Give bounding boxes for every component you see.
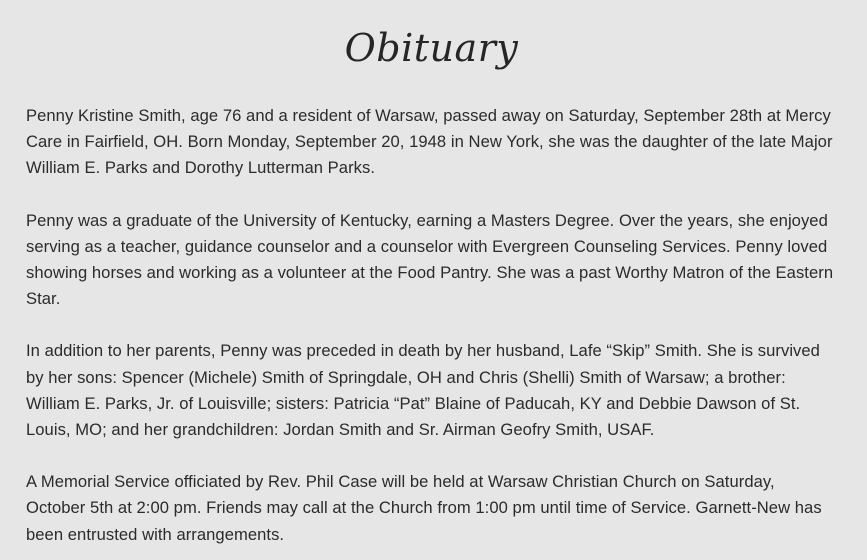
page-title: Obituary (344, 26, 519, 70)
paragraph-family: In addition to her parents, Penny was preceded in death by her husband, Lafe “Skip” Smith. She is survived by her sons: Spencer (Michele) Smith of Springdale, OH and Chris (Shelli) Smith of Warsaw; a brother: William E. Parks, Jr. of Louisville; sisters: Patricia “Pat” Blaine of Paducah, KY and Debbie Dawson of St. Louis, MO; and her grandchildren: Jordan Smith and Sr. Airman Geofry Smith, USAF. (26, 341, 820, 440)
obituary-body (26, 103, 837, 548)
paragraph-intro: Penny Kristine Smith, age 76 and a resident of Warsaw, passed away on Saturday, September 28th at Mercy Care in Fairfield, OH. Born Monday, September 20, 1948 in New York, she was the daughter of the late Major William E. Parks and Dorothy Lutterman Parks. (26, 106, 833, 178)
paragraph-service: A Memorial Service officiated by Rev. Phil Case will be held at Warsaw Christian Church on Saturday, October 5th at 2:00 pm. Friends may call at the Church from 1:00 pm until time of Service. Garnett-New has been entrusted with arrangements. (26, 472, 822, 544)
paragraph-career: Penny was a graduate of the University of Kentucky, earning a Masters Degree. Over the years, she enjoyed serving as a teacher, guidance counselor and a counselor with Evergreen Counseling Services. Penny loved showing horses and working as a volunteer at the Food Pantry. She was a past Worthy Matron of the Eastern Star. (26, 210, 834, 309)
